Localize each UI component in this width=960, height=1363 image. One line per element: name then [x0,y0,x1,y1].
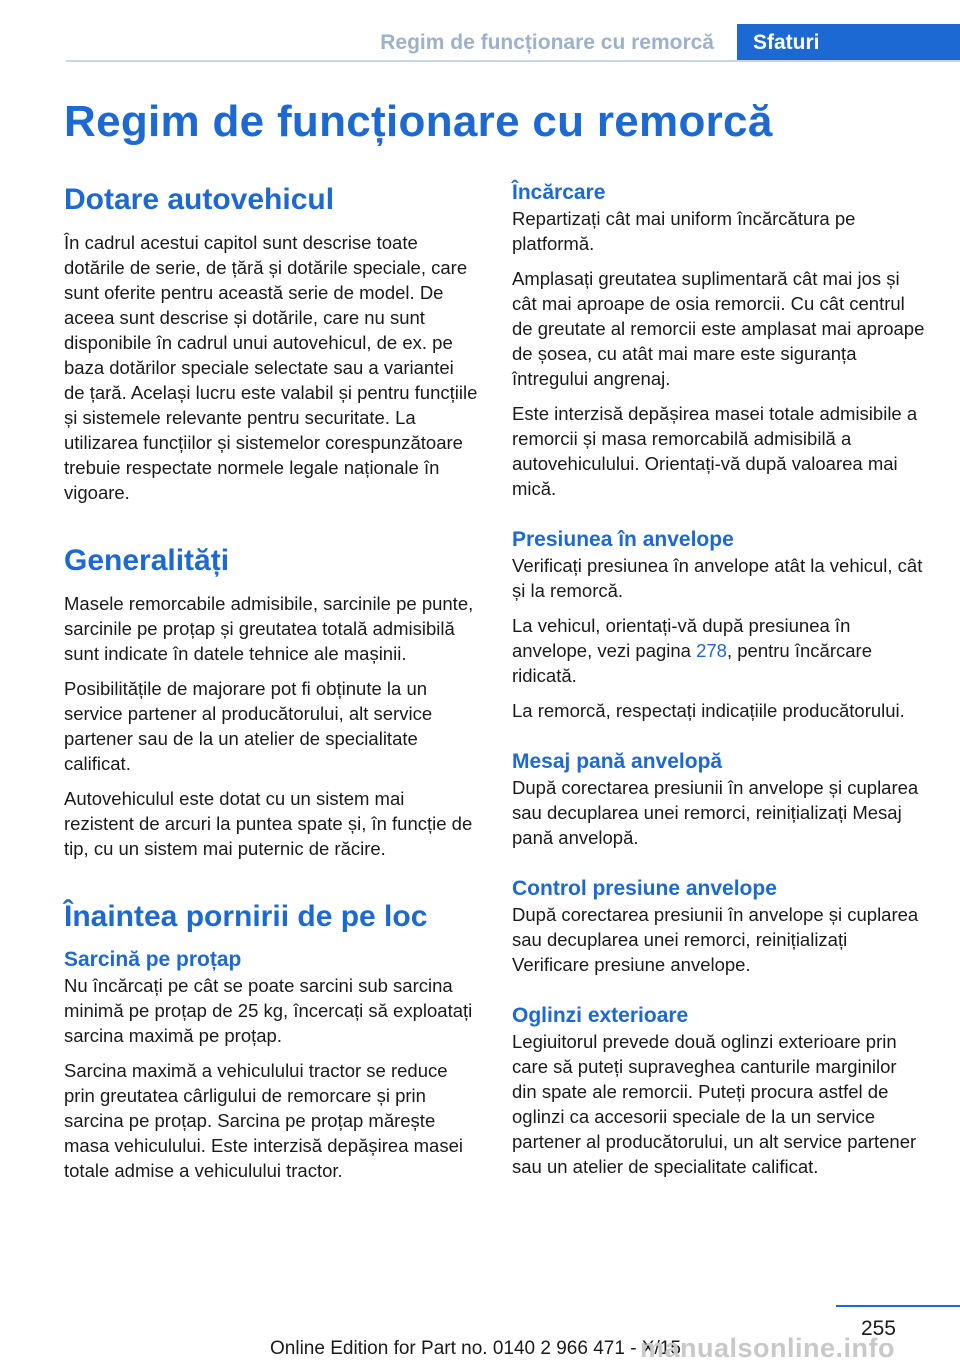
paragraph: Repartizați cât mai uniform încărcătura pe platformă. [512,208,856,254]
page-title: Regim de funcționare cu remorcă [64,97,773,146]
text: , pentru încărcare ridicată. [512,640,872,686]
spacer [512,511,926,527]
header-rule [66,60,960,62]
heading-inaintea: Înaintea pornirii de pe loc [64,900,428,933]
paragraph: Sarcina maximă a vehiculului tractor se reduce prin greutatea cârligului de remorcare și prin sarcina pe proțap. Sarcina pe proțap mărește masa vehiculului. Este interzisă depășirea masei totale admise a vehiculului tractor. [64,1060,463,1181]
footer-edition: Online Edition for Part no. 0140 2 966 471 - X/15 [270,1338,681,1359]
paragraph: După corectarea presiunii în anvelope și cuplarea sau decuplarea unei remorci, reinițializați Mesaj pană anvelopă. [512,777,919,848]
spacer [64,871,478,897]
paragraph: Este interzisă depășirea masei totale admisibile a remorcii și masa remorcabilă admisibilă a autovehiculului. Orientați-vă după valoarea mai mică. [512,403,918,499]
paragraph: Amplasați greutatea suplimentară cât mai jos și cât mai aproape de osia remorcii. Cu cât centrul de greutate al remorcii este amplasat mai aproape de șosea, cu atât mai mare este siguranța întregului angrenaj. [512,268,925,389]
subheading-sarcina: Sarcină pe proțap [64,948,242,971]
paragraph: La remorcă, respectați indicațiile producătorului. [512,700,905,721]
paragraph: În cadrul acestui capitol sunt descrise toate dotările de serie, de țără și dotările speciale, care sunt oferite pentru această serie de model. De aceea sunt descrise și dotările, care nu sunt disponibile în cadrul unui autovehicul, de ex. pe baza dotărilor speciale selectate sau a variantei de țară. Același lucru este valabil și pentru funcțiile și sistemele relevante pentru securitate. La utilizarea funcțiilor și sistemelor corespunzătoare trebuie respectate normele legale naționale în vigoare. [64,232,478,503]
subheading-presiunea: Presiunea în anvelope [512,528,734,551]
spacer [512,733,926,749]
subheading-oglinzi: Oglinzi exterioare [512,1004,689,1027]
footer-rule [836,1305,960,1307]
paragraph [512,613,926,688]
text: La vehicul, orientați-vă după presiunea în anvelope, vezi pagina [512,615,851,661]
subheading-mesaj: Mesaj pană anvelopă [512,750,723,773]
paragraph: Posibilitățile de majorare pot fi obținute la un service partener al producătorului, alt service partener sau de la un atelier de specialitate calificat. [64,678,433,774]
paragraph: Legiuitorul prevede două oglinzi exterioare prin care să puteți supraveghea canturile marginilor din spate ale remorcii. Puteți procura astfel de oglinzi ca accesorii speciale de la un service partener al producătorului, un alt service partener sau un atelier de specialitate calificat. [512,1031,917,1177]
left-column [64,180,478,1193]
header-section-title: Regim de funcționare cu remorcă [380,31,714,54]
subheading-incarcare: Încărcare [512,181,606,204]
page-link[interactable]: 278 [696,640,727,661]
page-number: 255 [860,1317,896,1340]
paragraph: Verificați presiunea în anvelope atât la vehicul, cât și la remorcă. [512,555,923,601]
paragraph: După corectarea presiunii în anvelope și cuplarea sau decuplarea unei remorci, reinițializați Verificare presiune anvelope. [512,904,919,975]
paragraph: Nu încărcați pe cât se poate sarcini sub sarcina minimă pe proțap de 25 kg, încercați să exploatați sarcina maximă pe proțap. [64,975,473,1046]
right-column [512,180,926,1189]
heading-generalitati: Generalități [64,544,230,577]
subheading-control: Control presiune anvelope [512,877,777,900]
spacer [512,860,926,876]
spacer [64,515,478,541]
paragraph: Masele remorcabile admisibile, sarcinile pe punte, sarcinile pe proțap și greutatea totală admisibilă sunt indicate în datele tehnice ale mașinii. [64,593,474,664]
heading-dotare: Dotare autovehicul [64,183,335,216]
paragraph: Autovehiculul este dotat cu un sistem mai rezistent de arcuri la puntea spate și, în funcție de tip, cu un sistem mai puternic de răcire. [64,788,473,859]
header-tab-label: Sfaturi [753,31,820,54]
watermark: manualsonline.info [640,1333,896,1363]
header-tab[interactable] [737,24,960,61]
spacer [512,987,926,1003]
